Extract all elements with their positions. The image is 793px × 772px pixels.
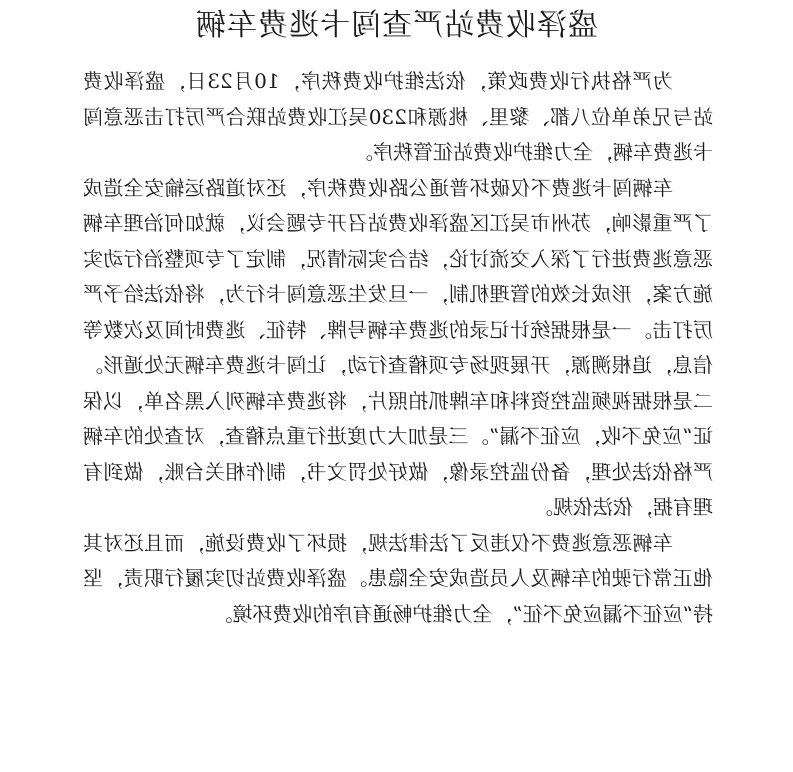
paragraph: 车辆闯卡逃费不仅破坏普通公路收费秩序，还对道路运输安全造成了严重影响，苏州市吴江区盛泽收费站召开专题会议，就如何治理车辆恶意逃费进行了深入交流讨论，结合实际情况，制定了专项整治行动实施方案，形成长效的管理机制，一旦发生恶意闯卡行为，将依法给予严厉打击。一是根据统计记录的逃费车辆号牌、特征、逃费时间及次数等信息，追根溯源，开展现场专项稽查行动，让闯卡逃费车辆无处遁形。二是根据视频监控资料和车牌抓拍照片，将逃费车辆列入黑名单，以保证“应免不收，应征不漏”。三是加大力度进行重点稽查，对查处的车辆严格依法处理，备份监控录像，做好处罚文书，制作相关台账，做到有理有据，依法依规。 [83, 175, 713, 519]
article-body [83, 64, 713, 632]
paragraph: 车辆恶意逃费不仅违反了法律法规，损坏了收费设施，而且还对其他正常行驶的车辆及人员造成安全隐患。盛泽收费站切实履行职责，坚持“应征不漏应免不征”，全力维护畅通有序的收费环境。 [83, 530, 713, 626]
paragraph: 为严格执行收费政策，依法维护收费秩序，10月23日，盛泽收费站与兄弟单位八都、黎里、桃源和230吴江收费站联合严厉打击恶意闯卡逃费车辆，全力维护收费站征管秩序。 [83, 69, 713, 164]
article-title: 盛泽收费站严查闯卡逃费车辆 [195, 8, 598, 43]
